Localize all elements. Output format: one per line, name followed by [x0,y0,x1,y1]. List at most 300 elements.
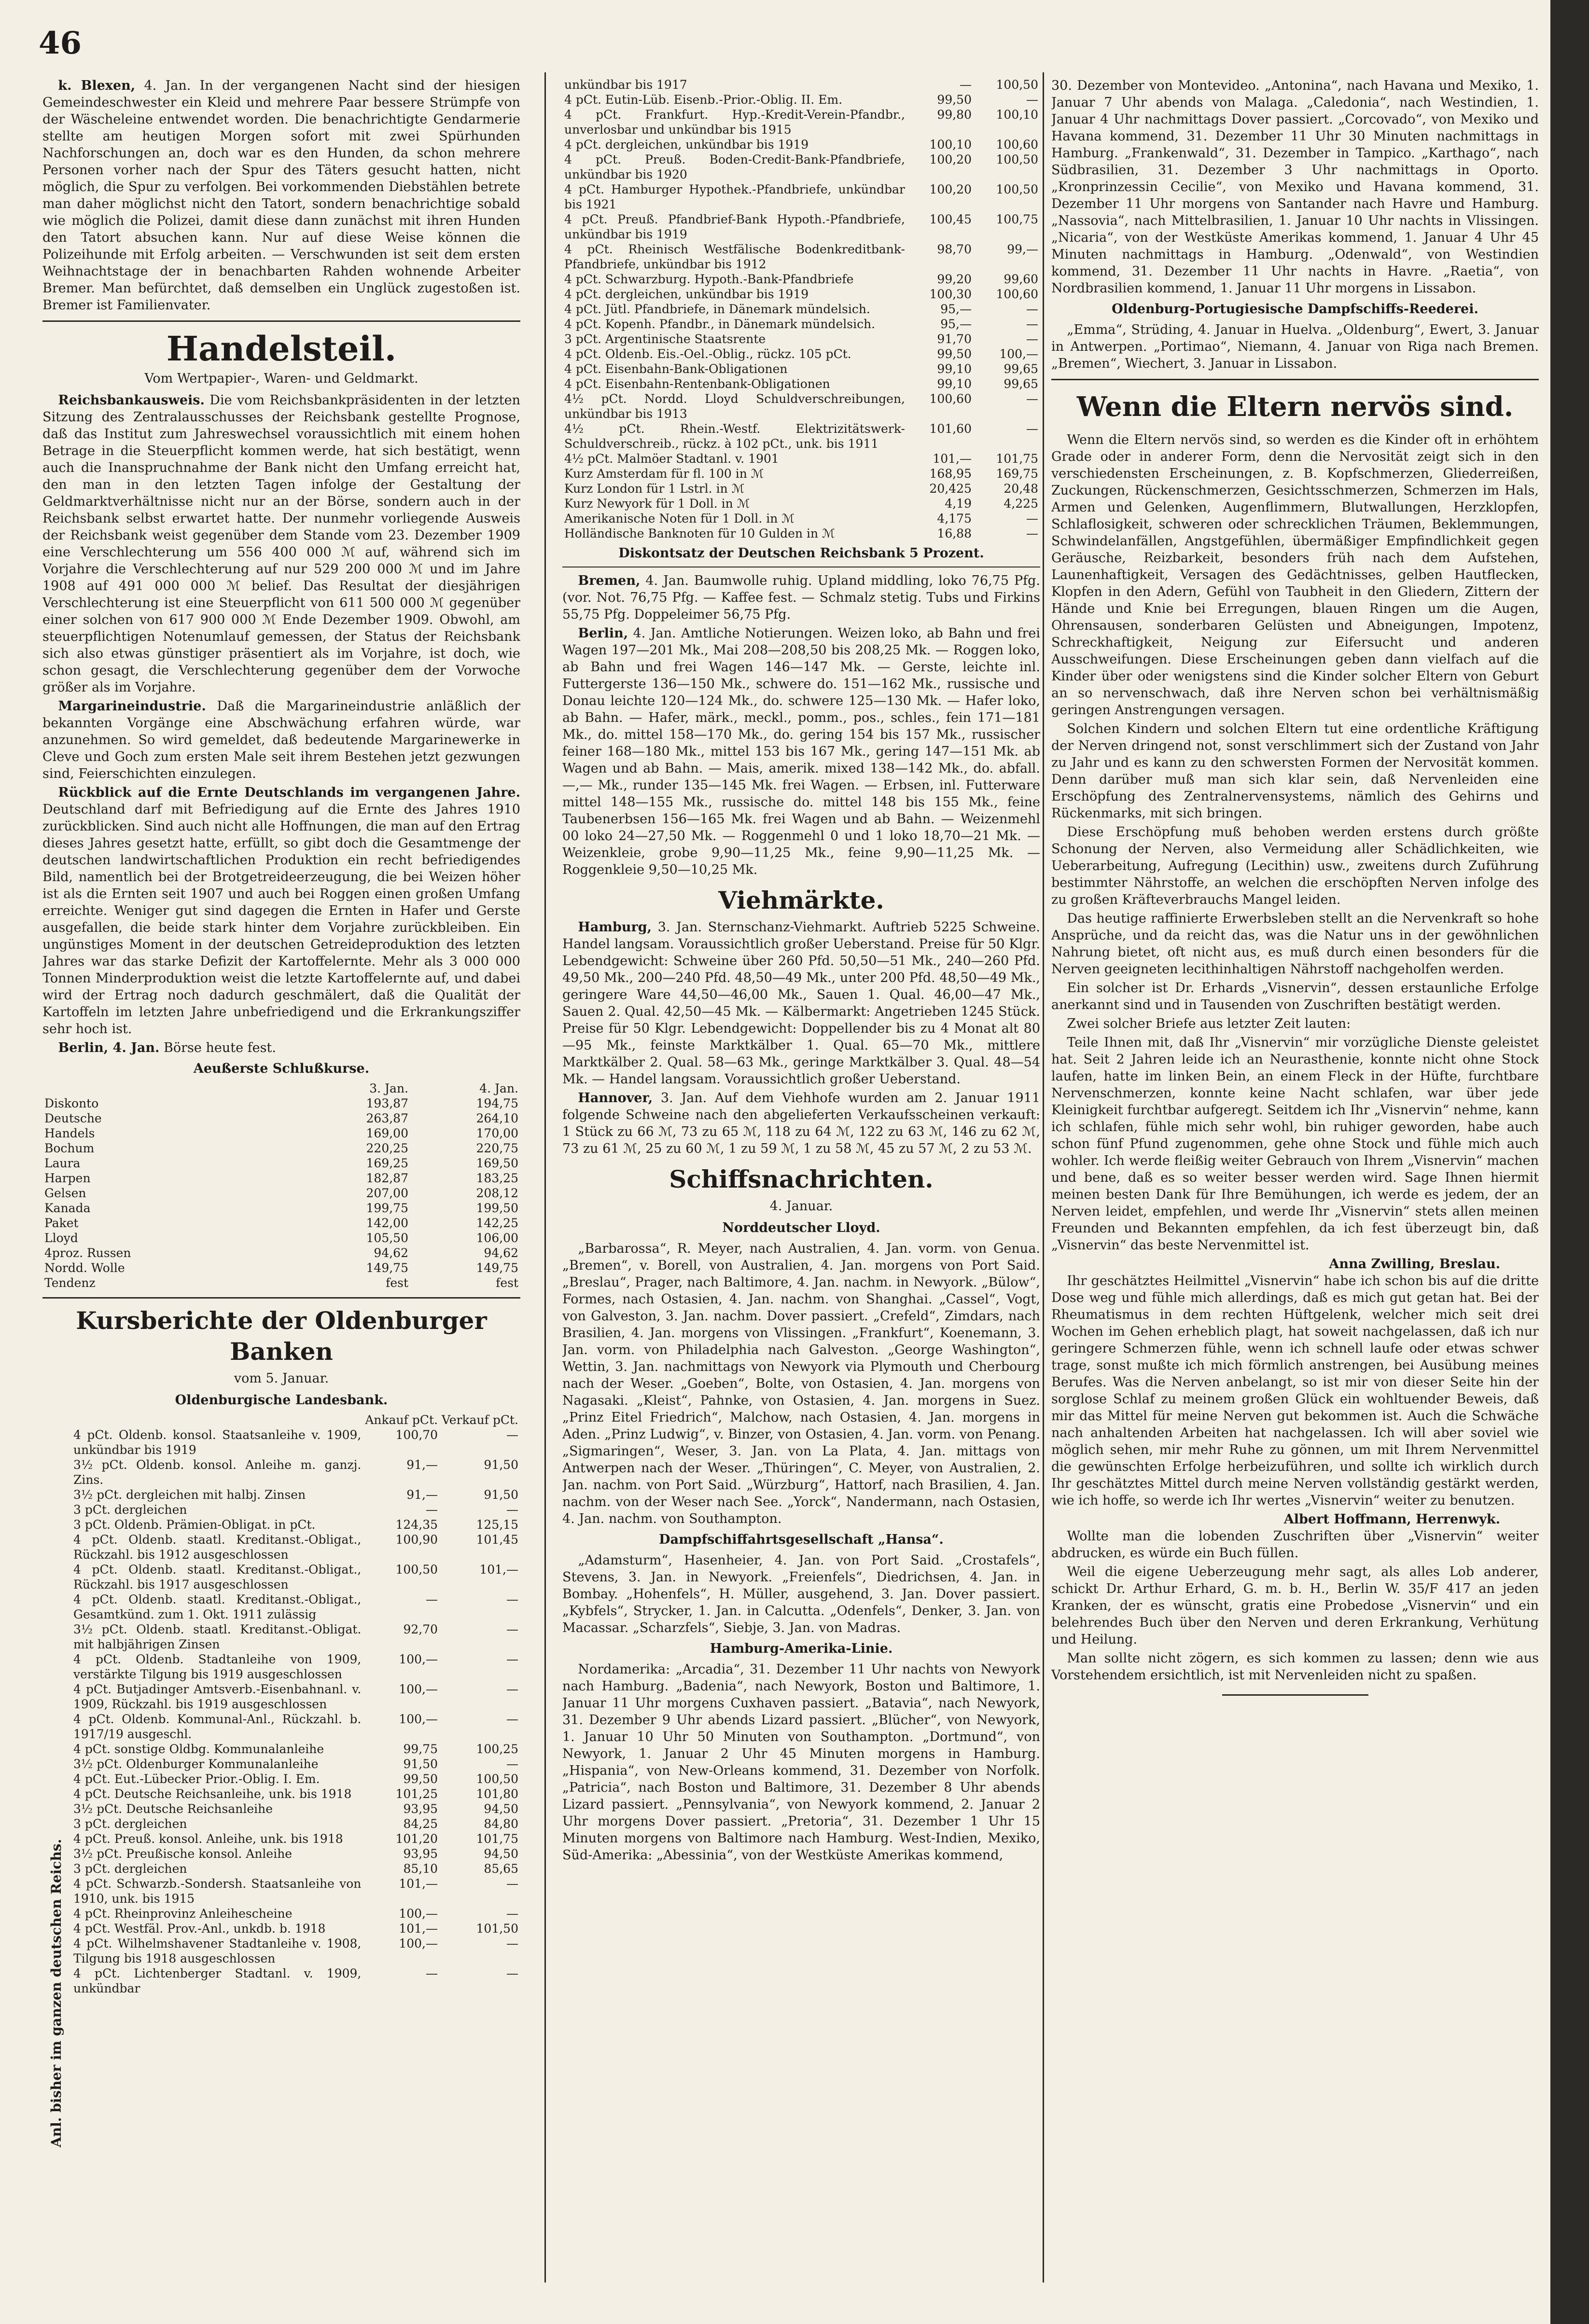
bank-title: Kursberichte der Oldenburger Banken [76,1306,487,1366]
table-row [71,1502,520,1517]
article-lead: Margarineindustrie. [58,699,206,714]
row-value: 193,87 [366,1096,408,1110]
table-row [42,1275,520,1290]
row-label: 4 pCt. Preuß. Boden-Credit-Bank-Pfandbriefe, unkündbar bis 1920 [564,152,905,181]
letter-signature: Albert Hoffmann, Herrenwyk. [1283,1512,1500,1527]
row-value: 182,87 [366,1171,408,1185]
table-row [71,1861,520,1876]
row-label: 3½ pCt. Oldenb. konsol. Anleihe m. ganzj. Zins. [73,1458,362,1487]
row-label: Amerikanische Noten für 1 Doll. in ℳ [564,512,795,526]
table-row [562,451,1040,466]
row-value: 101,45 [476,1533,518,1547]
row-value: 94,62 [484,1246,518,1260]
table-row [562,376,1040,391]
column-header: Verkauf pCt. [442,1413,518,1427]
hapag-text: Nordamerika: „Arcadia“, 31. Dezember 11 Uhr nachts von Newyork nach Hamburg. „Badenia“, nach Newyork, Boston und Baltimore, 1. Januar 11 Uhr morgens Cuxhaven passiert. „Batavia“, nach Newyork, 31. Dezember 9 Uhr abends Lizard passiert. „Blücher“, von Newyork, 1. Januar 10 Uhr 50 Minuten von Southampton. „Dortmund“, von Newyork, 1. Januar 2 Uhr 45 Minuten morgens in Hamburg. „Hispania“, von New-Orleans kommend, 31. Dezember von Norfolk. „Patricia“, nach Boston und Baltimore, 31. Dezember 8 Uhr abends Lizard passiert. „Pennsylvania“, von Newyork kommend, 2. Januar 2 Uhr morgens Dover passiert. „Pretoria“, 31. Dezember 1 Uhr 15 Minuten morgens von Baltimore nach Hamburg. West-Indien, Mexiko, Süd-Amerika: „Abessinia“, von der Westküste Amerikas kommend, [562,1662,1040,1863]
table-row [562,466,1040,481]
table-row [42,1096,520,1111]
row-value: — [426,1503,438,1517]
ad-paragraph: Das heutige raffinierte Erwerbsleben stellt an die Nervenkraft so hohe Ansprüche, und da reicht das, was die Natur uns in der gewöhnlichen Nahrung bietet, oft nicht aus, es muß durch einen besonders für die Nerven geeigneten lecithinhaltigen Nährstoff nachgeholfen werden. [1051,911,1539,977]
row-label: 4 pCt. Rheinprovinz Anleihescheine [73,1907,293,1921]
article-text: Deutschland darf mit Befriedigung auf die Ernte des Jahres 1910 zurückblicken. Sind auch nicht alle Hoffnungen, die man auf den Ertrag dieses Jahres gesetzt hatte, erfüllt, so gibt doch die Gesamtmenge der deutschen landwirtschaftlichen Produktion ein recht befriedigendes Bild, namentlich bei der Brotgetreideerzeugung, die bei Weizen höher ist als die Ernten seit 1907 und auch bei Roggen einen großen Umfang erreichte. Weniger gut sind dagegen die Ernten in Hafer und Gerste ausgefallen, die beide stark hinter dem Vorjahre zurückbleiben. Ein ungünstiges Moment in der deutschen Getreideproduktion des letzten Jahres war das starke Defizit der Kartoffelernte. Mehr als 3 000 000 Tonnen Minderproduktion weist die letzte Kartoffelernte auf, und dabei wird der Ertrag noch dadurch geschmälert, daß die Qualität der Kartoffeln im letzten Jahre unbefriedigend und die Erkrankungsziffer sehr hoch ist. [42,802,520,1037]
row-value: 92,70 [403,1622,438,1636]
row-value: fest [496,1276,518,1290]
article-lead: Hamburg, [578,920,652,935]
row-value: — [506,1682,518,1696]
row-label: 4 pCt. Westfäl. Prov.-Anl., unkdb. b. 1918 [73,1922,326,1936]
row-label: Lloyd [44,1231,78,1245]
row-label: 4 pCt. Lichtenberger Stadtanl. v. 1909, unkündbar [73,1966,362,1995]
row-value: 100,50 [996,152,1038,166]
row-value: 142,25 [476,1216,518,1230]
table-row [71,1771,520,1786]
column-header: 3. Jan. [369,1081,408,1095]
row-value: 100,60 [929,392,972,406]
table-row [42,1141,520,1156]
row-label: Diskonto [44,1096,99,1110]
row-label: Holländische Banknoten für 10 Gulden in ℳ [564,526,835,540]
ad-paragraph: Zwei solcher Briefe aus letzter Zeit lauten: [1067,1016,1351,1031]
article-lead: Rückblick auf die Ernte Deutschlands im vergangenen Jahre. [58,785,520,800]
row-value: 208,12 [476,1186,518,1200]
table-row [42,1126,520,1141]
row-label: 4 pCt. Oldenb. Stadtanleihe von 1909, verstärkte Tilgung bis 1919 ausgeschlossen [73,1652,362,1681]
hapag-heading: Hamburg-Amerika-Linie. [710,1641,893,1656]
table-row [71,1562,520,1592]
table-row [42,1245,520,1260]
row-label: 4 pCt. Butjadinger Amtsverb.-Eisenbahnanl. v. 1909, Rückzahl. bis 1919 ausgeschlossen [73,1682,362,1711]
table-row [71,1831,520,1846]
row-value: 142,00 [366,1216,408,1230]
row-value: — [506,1966,518,1980]
row-value: 94,50 [484,1802,518,1816]
row-label: 4 pCt. Eut.-Lübecker Prior.-Oblig. I. Em. [73,1772,320,1786]
row-value: — [506,1428,518,1442]
article-berlin-ware [562,625,1040,878]
row-value: 100,20 [929,152,972,166]
row-value: 100,70 [395,1428,438,1442]
row-label: Deutsche [44,1111,102,1125]
row-value: 85,65 [484,1862,518,1876]
bank-side-note [45,1674,70,2157]
row-value: — [1026,422,1038,436]
row-label: Kurz Amsterdam für fl. 100 in ℳ [564,467,764,481]
row-value: 4,225 [1004,497,1038,511]
row-label: 4 pCt. Preuß. konsol. Anleihe, unk. bis 1918 [73,1832,343,1846]
row-value: 101,75 [476,1832,518,1846]
row-value: 220,25 [366,1141,408,1155]
row-value: 99,60 [1004,272,1038,286]
row-label: Tendenz [44,1276,96,1290]
row-value: 101,25 [395,1787,438,1801]
article-lead: Reichsbankausweis. [58,393,205,408]
row-value: 100,20 [929,182,972,196]
table-row [71,1801,520,1816]
row-value: 4,19 [945,497,972,511]
column-rule [1043,72,1044,2282]
row-value: 100,50 [996,78,1038,92]
row-label: 4 pCt. Oldenb. konsol. Staatsanleihe v. 1909, unkündbar bis 1919 [73,1428,362,1457]
row-value: fest [386,1276,408,1290]
side-note-text: Anl. bisher im ganzen deutschen Reichs. [48,1839,64,2147]
row-value: 91,— [406,1458,438,1472]
column-header: Ankauf pCt. [365,1413,438,1427]
article-text: 4. Jan. Baumwolle ruhig. Upland middling, loko 76,75 Pfg. (vor. Not. 76,75 Pfg. — Kaffee fest. — Schmalz stetig. Tubs und Firkins 55,75 Pfg. Doppeleimer 56,75 Pfg. [562,573,1040,622]
row-label: 3 pCt. Oldenb. Prämien-Obligat. in pCt. [73,1518,316,1532]
article-bremen [562,572,1040,623]
ad-paragraph: Wenn die Eltern nervös sind, so werden es die Kinder oft in erhöhtem Grade oder in anderer Form, denn die Nervosität zeigt sich in den verschiedensten Erscheinungen, z. B. Kopfschmerzen, Gliederreißen, Zuckungen, Rückenschmerzen, Gesichtsschmerzen, Schmerzen im Hals, Armen und Gelenken, Augenflimmern, Blutwallungen, Herzklopfen, Schlaflosigkeit, schweren oder schrecklichen Träumen, Beklemmungen, Schwindelanfällen, Angstgefühlen, übermäßiger Empfindlichkeit gegen Geräusche, Reizbarkeit, besonders früh nach dem Aufstehen, Launenhaftigkeit, Versagen des Gedächtnisses, gelben Hautflecken, Klopfen in den Adern, Gefühl von Taubheit in den Gliedern, Zittern der Hände und Knie bei Erregungen, blauen Ringen um die Augen, Ohrensausen, sonderbaren Gelüsten und Abneigungen, Impotenz, Schreckhaftigkeit, Neigung zur Eifersucht und anderen Ausschweifungen. Diese Erscheinungen geben dann vielfach auf die Kinder über oder wenigstens sind die Kinder solcher Eltern von Geburt an so nervenschwach, daß ihre Nerven schon bei verhältnismäßig geringen Anstrengungen versagen. [1051,432,1539,718]
row-label: 3 pCt. dergleichen [73,1862,187,1876]
table-row [71,1427,520,1457]
diskont-note: Diskontsatz der Deutschen Reichsbank 5 Prozent. [618,546,984,561]
row-value: 91,50 [484,1458,518,1472]
table-row [562,346,1040,361]
article-text: 4. Jan. Amtliche Notierungen. Weizen loko, ab Bahn und frei Wagen 197—201 Mk., Mai 208—208,50 bis 208,25 Mk. — Roggen loko, ab Bahn und frei Wagen 146—147 Mk. — Gerste, leichte inl. Futtergerste 136—150 Mk., schwere do. 151—162 Mk., russische und Donau leichte 120—124 Mk., do. schwere 125—130 Mk. — Hafer loko, ab Bahn. — Hafer, märk., meckl., pomm., pos., schles., fein 171—181 Mk., do. mittel 158—170 Mk., do. gering 154 bis 157 Mk., russischer feiner 168—180 Mk., mittel 153 bis 167 Mk., gering 147—151 Mk. ab Wagen und ab Bahn. — Mais, amerik. mixed 138—142 Mk., do. abfall. —,— Mk., runder 135—145 Mk. frei Wagen. — Erbsen, inl. Futterware mittel 148—155 Mk., russische do. mittel 148 bis 155 Mk., feine Taubenerbsen 156—165 Mk. frei Wagen und ab Bahn. — Weizenmehl 00 loko 24—27,50 Mk. — Roggenmehl 0 und 1 loko 18,70—21 Mk. — Weizenkleie, grobe 9,90—11,25 Mk., feine 9,90—11,25 Mk. — Roggenkleie 9,50—10,25 Mk. [562,626,1040,877]
article-text: Börse heute fest. [164,1040,276,1055]
row-label: 4 pCt. sonstige Oldbg. Kommunalanleihe [73,1742,324,1756]
hansa-heading: Dampfschiffahrtsgesellschaft „Hansa“. [659,1532,944,1547]
article-lead: Berlin, 4. Jan. [58,1040,160,1055]
article-lead: Hannover, [578,1091,653,1106]
lloyd-heading: Norddeutscher Lloyd. [722,1220,880,1235]
row-value: 99,65 [1004,362,1038,376]
row-value: 101,20 [395,1832,438,1846]
table-row [42,1171,520,1186]
row-value: 84,80 [484,1817,518,1831]
table-row [562,302,1040,317]
table-row [562,212,1040,242]
row-value: 263,87 [366,1111,408,1125]
row-value: 91,50 [403,1757,438,1771]
row-value: 99,— [1007,242,1038,256]
article-hamburg [562,919,1040,1088]
row-label: 3½ pCt. Oldenburger Kommunalanleihe [73,1757,319,1771]
article-berlin-boerse [42,1039,520,1056]
news-blexen [42,77,520,314]
row-value: 149,75 [366,1261,408,1275]
row-label: 4 pCt. Oldenb. Eis.-Oel.-Oblig., rückz. 105 pCt. [564,347,851,361]
table-row [42,1186,520,1201]
row-label: Nordd. Wolle [44,1261,125,1275]
divider [1051,379,1539,380]
table-row [71,1846,520,1861]
ad-title: Wenn die Eltern nervös sind. [1076,391,1514,423]
row-label: 4 pCt. dergleichen, unkündbar bis 1919 [564,138,809,152]
row-value: 220,75 [476,1141,518,1155]
table-row [562,152,1040,182]
table-row [42,1156,520,1171]
row-value: 105,50 [366,1231,408,1245]
row-value: — [1026,526,1038,540]
row-value: 100,— [399,1937,438,1950]
row-value: — [506,1757,518,1771]
row-label: 3½ pCt. dergleichen mit halbj. Zinsen [73,1488,306,1502]
stocks-table [42,1081,520,1290]
row-value: 100,— [399,1712,438,1726]
row-value: 95,— [940,317,972,331]
row-label: Harpen [44,1171,91,1185]
table-row [71,1966,520,1996]
table-row [562,137,1040,152]
table-row [71,1816,520,1831]
article-hannover [562,1090,1040,1157]
section-subtitle: Vom Wertpapier-, Waren- und Geldmarkt. [144,371,418,386]
row-label: 4 pCt. Kopenh. Pfandbr., in Dänemark mündelsich. [564,317,876,331]
table-row [42,1231,520,1245]
row-label: 4 pCt. Frankfurt. Hyp.-Kredit-Verein-Pfandbr., unverlosbar und unkündbar bis 1915 [564,108,905,137]
row-value: — [506,1937,518,1950]
table-row [562,421,1040,451]
row-value: 99,80 [937,108,972,122]
row-value: 101,75 [996,452,1038,466]
row-value: — [1026,512,1038,526]
row-value: 99,50 [403,1772,438,1786]
ad-body [1051,431,1539,1684]
row-label: Handels [44,1126,95,1140]
row-value: 101,— [399,1877,438,1891]
table-row [71,1487,520,1502]
row-value: 207,00 [366,1186,408,1200]
row-value: 169,00 [366,1126,408,1140]
row-value: 199,75 [366,1201,408,1215]
row-value: 168,95 [929,467,972,481]
row-label: 4 pCt. Oldenb. staatl. Kreditanst.-Obligat., Gesamtkünd. zum 1. Okt. 1911 zulässig [73,1592,362,1621]
hansa-text: „Adamsturm“, Hasenheier, 4. Jan. von Port Said. „Crostafels“, Stevens, 3. Jan. in Newyork. „Freienfels“, Diedrichsen, 4. Jan. in Bombay. „Hohenfels“, H. Müller, ausgehend, 3. Jan. Dover passiert. „Kybfels“, Strycker, 1. Jan. in Calcutta. „Odenfels“, Denker, 3. Jan. von Macassar. „Scharzfels“, Siebje, 3. Jan. von Madras. [562,1553,1040,1635]
row-label: 4 pCt. Eutin-Lüb. Eisenb.-Prior.-Oblig. II. Em. [564,93,843,107]
row-label: 4proz. Russen [44,1246,131,1260]
row-value: 85,10 [403,1862,438,1876]
row-value: 100,60 [996,138,1038,152]
row-label: 4½ pCt. Nordd. Lloyd Schuldverschreibungen, unkündbar bis 1913 [564,392,905,421]
row-value: 100,10 [996,108,1038,122]
row-value: 100,90 [395,1533,438,1547]
row-value: 183,25 [476,1171,518,1185]
row-value: — [506,1592,518,1606]
table-row [71,1936,520,1966]
row-label: 4 pCt. dergleichen, unkündbar bis 1919 [564,287,809,301]
row-value: — [1026,332,1038,346]
table-row [71,1682,520,1712]
article-text: Die vom Reichsbankpräsidenten in der letzten Sitzung des Zentralausschusses der Reichsbank gestellte Prognose, daß das Institut zum Jahreswechsel voraussichtlich mit einem hohen Betrage in die Steuerpflicht kommen werde, hat sich bestätigt, wenn auch die Inanspruchnahme der Bank nicht den Umfang erreicht hat, den man in den letzten Tagen infolge der Gestaltung der Geldmarktverhältnisse nicht nur an der Börse, sondern auch in der Reichsbank selbst erwartet hatte. Der nunmehr vorliegende Ausweis der Reichsbank weist gegenüber dem Stande vom 23. Dezember 1909 eine Verschlechterung um 556 400 000 ℳ auf, während sich im Vorjahre die Verschlechterung auf nur 529 200 000 ℳ und im Jahre 1908 auf 491 000 000 ℳ belief. Das Resultat der diesjährigen Verschlechterung ist eine Steuerpflicht von 611 500 000 ℳ gegenüber einer solchen von 617 900 000 ℳ Ende Dezember 1909. Obwohl, am steuerpflichtigen Notenumlauf gemessen, der Status der Reichsbank sich also etwas günstiger präsentiert als im Vorjahre, ist doch, wie schon gesagt, die Verschlechterung gegenüber dem der Vorwoche größer als im Vorjahre. [42,393,520,695]
row-label: 3½ pCt. Oldenb. staatl. Kreditanst.-Obligat. mit halbjährigen Zinsen [73,1622,362,1651]
ad-paragraph: Solchen Kindern und solchen Eltern tut eine ordentliche Kräftigung der Nerven dringend not, sonst verschlimmert sich der Zustand von Jahr zu Jahr und es kann zu den schwersten Formen der Nervosität kommen. Denn darüber muß man sich klar sein, daß Nervenleiden eine Erschöpfung des Zentralnervensystems, nämlich des Gehirns und Rückenmarks, mit sich bringen. [1051,721,1539,821]
row-value: 94,50 [484,1847,518,1861]
ad-paragraph: Man sollte nicht zögern, es sich kommen zu lassen; denn wie aus Vorstehendem ersichtlich, ist mit Nervenleiden nicht zu spaßen. [1051,1651,1539,1683]
row-value: 16,88 [937,526,972,540]
table-row [562,391,1040,421]
row-value: 99,50 [937,347,972,361]
row-value: 100,10 [929,138,972,152]
row-value: 99,10 [937,377,972,391]
row-label: Bochum [44,1141,95,1155]
table-row [71,1652,520,1682]
ad-paragraph: Diese Erschöpfung muß behoben werden erstens durch größte Schonung der Nerven, also Vermeidung aller Schädlichkeiten, wie Ueberarbeitung, Aufregung (Lecithin) usw., zweitens durch Zuführung bestimmter Nährstoffe, an welchen die erschöpften Nerven infolge des zu großen Kräfteverbrauchs Mangel leiden. [1051,825,1539,907]
table-row [562,92,1040,107]
row-value: 101,80 [476,1787,518,1801]
table-row [562,481,1040,496]
row-value: 101,— [399,1922,438,1936]
table-row [562,287,1040,302]
end-rule [1222,1694,1368,1696]
row-value: 106,00 [476,1231,518,1245]
column-3 [1051,77,1539,2278]
row-label: 4 pCt. Eisenbahn-Bank-Obligationen [564,362,788,376]
row-value: 101,— [933,452,972,466]
row-label: 3 pCt. dergleichen [73,1817,187,1831]
table-row [71,1786,520,1801]
table-row [562,526,1040,541]
row-value: 99,10 [937,362,972,376]
divider [42,320,520,322]
row-value: — [506,1503,518,1517]
row-value: 100,75 [996,212,1038,226]
row-value: 125,15 [476,1518,518,1532]
row-value: 100,50 [395,1563,438,1577]
row-label: 4 pCt. Schwarzburg. Hypoth.-Bank-Pfandbriefe [564,272,854,286]
column-2 [562,77,1040,2278]
table-row [562,242,1040,272]
row-value: 93,95 [403,1847,438,1861]
row-value: — [1026,93,1038,107]
row-label: 4 pCt. Rheinisch Westfälische Bodenkreditbank-Pfandbriefe, unkündbar bis 1912 [564,242,905,271]
row-value: 20,425 [929,482,972,496]
row-value: — [1026,392,1038,406]
table-row [71,1921,520,1936]
row-value: 169,50 [476,1156,518,1170]
row-value: — [1026,317,1038,331]
row-value: 100,45 [929,212,972,226]
table-row [71,1712,520,1742]
section-title-vieh: Viehmärkte. [718,886,884,914]
row-label: unkündbar bis 1917 [564,78,687,92]
bank-date: vom 5. Januar. [234,1371,329,1386]
row-value: 91,70 [937,332,972,346]
row-value: 149,75 [476,1261,518,1275]
table-row [562,361,1040,376]
article-reichsbank [42,392,520,696]
row-label: 3½ pCt. Preußische konsol. Anleihe [73,1847,293,1861]
row-value: 100,— [399,1907,438,1921]
table-row [562,511,1040,526]
table-row [71,1742,520,1757]
row-value: 99,20 [937,272,972,286]
column-rule [544,72,546,2282]
row-value: — [506,1712,518,1726]
row-value: 91,— [406,1488,438,1502]
table-row [42,1260,520,1275]
row-label: 4 pCt. Preuß. Pfandbrief-Bank Hypoth.-Pfandbriefe, unkündbar bis 1919 [564,212,905,241]
row-value: 100,— [399,1682,438,1696]
row-value: — [426,1966,438,1980]
row-value: — [506,1877,518,1891]
lloyd-text: „Barbarossa“, R. Meyer, nach Australien, 4. Jan. vorm. von Genua. „Bremen“, v. Borell, von Australien, 4. Jan. morgens von Port Said. „Breslau“, Prager, nach Baltimore, 4. Jan. nachm. in Newyork. „Bülow“, Formes, nach Ostasien, 4. Jan. nachm. von Shanghai. „Cassel“, Vogt, von Galveston, 3. Jan. nachm. Dover passiert. „Crefeld“, Zimdars, nach Brasilien, 4. Jan. morgens von Vlissingen. „Frankfurt“, Koenemann, 3. Jan. vorm. von Philadelphia nach Galveston. „George Washington“, Wettin, 3. Jan. nachmittags von Newyork via Plymouth und Cherbourg nach der Weser. „Goeben“, Bolte, von Ostasien, 4. Jan. morgens von Nagasaki. „Kleist“, Pahnke, von Ostasien, 4. Jan. morgens in Suez. „Prinz Eitel Friedrich“, Malchow, nach Ostasien, 4. Jan. morgens in Aden. „Prinz Ludwig“, v. Binzer, von Ostasien, 4. Jan. vorm. von Penang. „Sigmaringen“, Weser, 3. Jan. von La Plata, 4. Jan. mittags von Antwerpen nach der Weser. „Thüringen“, C. Meyer, von Australien, 2. Jan. nachm. von Port Said. „Würzburg“, Hattorf, nach Brasilien, 4. Jan. nachm. von der Weser nach See. „Yorck“, Nandermann, nach Ostasien, 4. Jan. nachm. von Southampton. [562,1241,1040,1526]
schiff-date: 4. Januar. [769,1199,833,1214]
page-edge-shadow [1550,0,1589,2324]
row-value: 101,50 [476,1922,518,1936]
row-label: 4 pCt. Schwarzb.-Sondersh. Staatsanleihe von 1910, unk. bis 1915 [73,1877,362,1906]
table-row [42,1216,520,1231]
ships-continued: 30. Dezember von Montevideo. „Antonina“, nach Havana und Mexiko, 1. Januar 7 Uhr abends von Malaga. „Caledonia“, nach Westindien, 1. Januar 4 Uhr nachmittags Dover passiert. „Corcovado“, von Mexiko und Havana kommend, 31. Dezember 11 Uhr 30 Minuten nachmittags in Hamburg. „Frankenwald“, 31. Dezember in Tampico. „Karthago“, nach Südbrasilien, 31. Dezember 3 Uhr nachmittags in Oporto. „Kronprinzessin Cecilie“, von Mexiko und Havana kommend, 31. Dezember 11 Uhr morgens von Santander nach Havre und Hamburg. „Nassovia“, nach Mittelbrasilien, 1. Januar 10 Uhr nachts in Vlissingen. „Nicaria“, von der Westküste Amerikas kommend, 1. Januar 4 Uhr 45 Minuten nachmittags in Hamburg. „Odenwald“, von Westindien kommend, 31. Dezember 11 Uhr nachts in Havre. „Raetia“, von Nordbrasilien kommend, 1. Januar 11 Uhr morgens in Lissabon. [1051,78,1539,296]
bank-table-continued [562,77,1040,541]
table-row [71,1532,520,1562]
oldbg-text: „Emma“, Strüding, 4. Januar in Huelva. „Oldenburg“, Ewert, 3. Januar in Antwerpen. „Portimao“, Niemann, 4. Januar von Riga nach Bremen. „Bremen“, Wiechert, 3. Januar in Lissabon. [1051,322,1539,371]
page-number: 46 [39,25,82,61]
row-label: 4½ pCt. Rhein.-Westf. Elektrizitätswerk-Schuldverschreib., rückz. à 102 pCt., unk. bis 1911 [564,422,905,451]
row-value: 20,48 [1004,482,1038,496]
row-label: 4 pCt. Oldenb. staatl. Kreditanst.-Obligat., Rückzahl. bis 1917 ausgeschlossen [73,1563,362,1591]
row-label: 4 pCt. Oldenb. staatl. Kreditanst.-Obligat., Rückzahl. bis 1912 ausgeschlossen [73,1533,362,1562]
row-value: 99,50 [937,93,972,107]
row-value: 99,65 [1004,377,1038,391]
article-text: 4. Jan. In der vergangenen Nacht sind der hiesigen Gemeindeschwester ein Kleid und mehrere Paar bessere Strümpfe von der Wäscheleine entwendet worden. Die benachrichtigte Gendarmerie stellte am heutigen Morgen sofort mit zwei Spürhunden Nachforschungen an, doch war es den Hunden, da schon mehrere Personen vorher nach der Spur des Täters gesucht hatten, nicht möglich, die Spur zu verfolgen. Bei vorkommenden Diebstählen betrete man daher möglichst nicht den Tatort, sondern benachrichtige sobald wie möglich die Polizei, damit diese dann zunächst mit ihren Hunden den Tatort absuchen kann. Nur auf diese Weise können die Polizeihunde mit Erfolg arbeiten. — Verschwunden ist seit dem ersten Weihnachtstage der in benachbarten Rahden wohnende Arbeiter Bremer. Man befürchtet, daß demselben ein Unglück zugestoßen ist. Bremer ist Familienvater. [42,78,520,313]
row-label: 4 pCt. Eisenbahn-Rentenbank-Obligationen [564,377,830,391]
row-value: 101,60 [929,422,972,436]
row-value: 98,70 [937,242,972,256]
row-label: 4 pCt. Oldenb. Kommunal-Anl., Rückzahl. b. 1917/19 ausgeschl. [73,1712,362,1741]
row-value: 99,75 [403,1742,438,1756]
row-label: Laura [44,1156,81,1170]
table-row [562,496,1040,511]
row-value: — [506,1652,518,1666]
article-text: Daß die Margarineindustrie anläßlich der bekannten Vorgänge eine Abschwächung erfahren würde, war anzunehmen. So wird gemeldet, daß bedeutende Margarinewerke in Cleve und Goch zum ersten Male seit ihrem Bestehen jetzt gezwungen sind, Feierschichten einzulegen. [42,699,520,781]
row-label: 4 pCt. Wilhelmshavener Stadtanleihe v. 1908, Tilgung bis 1918 ausgeschlossen [73,1937,362,1965]
row-label: 4 pCt. Hamburger Hypothek.-Pfandbriefe, unkündbar bis 1921 [564,182,905,211]
ad-paragraph: Ein solcher ist Dr. Erhards „Visnervin“, dessen erstaunliche Erfolge anerkannt sind und in Tausenden von Zuschriften bestätigt werden. [1051,981,1539,1012]
bank-table [71,1412,520,1996]
row-label: Kanada [44,1201,91,1215]
row-value: 100,50 [996,182,1038,196]
article-text: 3. Jan. Sternschanz-Viehmarkt. Auftrieb 5225 Schweine. Handel langsam. Voraussichtlich großer Ueberstand. Preise für 50 Klgr. Lebendgewicht: Schweine über 260 Pfd. 50,50—51 Mk., 240—260 Pfd. 49,50 Mk., 200—240 Pfd. 48,50—49 Mk., unter 200 Pfd. 48,50—49 Mk., geringere Ware 44,50—46,00 Mk., Sauen 1. Qual. 46,00—47 Mk., Sauen 2. Qual. 42,50—45 Mk. — Kälbermarkt: Angetrieben 1245 Stück. Preise für 50 Klgr. Lebendgewicht: Doppellender bis zu 4 Monat alt 80—95 Mk., feinste Marktkälber 1. Qual. 65—70 Mk., mittlere Marktkälber 2. Qual. 58—63 Mk., geringe Marktkälber 3. Qual. 48—54 Mk. — Handel langsam. Voraussichtlich großer Ueberstand. [562,920,1040,1087]
article-margarine [42,698,520,782]
table-row [562,332,1040,346]
row-value: 4,175 [937,512,972,526]
row-label: 3 pCt. Argentinische Staatsrente [564,332,766,346]
row-value: 169,75 [996,467,1038,481]
table-header [71,1412,520,1427]
article-lead: k. Blexen, [58,78,136,93]
row-value: 84,25 [403,1817,438,1831]
row-value: — [960,78,972,92]
table-row [42,1111,520,1126]
row-value: 100,30 [929,287,972,301]
table-row [71,1517,520,1532]
row-value: 91,50 [484,1488,518,1502]
ad-paragraph: Weil die eigene Ueberzeugung mehr sagt, als alles Lob anderer, schickt Dr. Arthur Erhard, G. m. b. H., Berlin W. 35/F 417 an jeden Kranken, der es wünscht, gratis eine Probedose „Visnervin“ und ein belehrendes Buch über den Nerven und deren Erkrankung, Verhütung und Heilung. [1051,1564,1539,1647]
row-value: 199,50 [476,1201,518,1215]
letter-signature: Anna Zwilling, Breslau. [1329,1257,1500,1272]
table-row [71,1876,520,1906]
table-row [562,182,1040,212]
row-value: 194,75 [476,1096,518,1110]
row-label: Paket [44,1216,79,1230]
row-value: — [426,1592,438,1606]
row-label: 4 pCt. Jütl. Pfandbriefe, in Dänemark mündelsich. [564,302,870,316]
row-value: 101,— [479,1563,518,1577]
row-value: 169,25 [366,1156,408,1170]
row-label: Kurz Newyork für 1 Doll. in ℳ [564,497,750,511]
row-value: 100,50 [476,1772,518,1786]
table-row [71,1457,520,1487]
row-value: 100,— [399,1652,438,1666]
row-label: 4 pCt. Deutsche Reichsanleihe, unk. bis 1918 [73,1787,352,1801]
row-label: Kurz London für 1 Lstrl. in ℳ [564,482,745,496]
oldbg-heading: Oldenburg-Portugiesische Dampfschiffs-Reederei. [1112,302,1478,317]
row-value: — [506,1622,518,1636]
table-row [562,107,1040,137]
table-row [71,1622,520,1652]
row-value: 124,35 [395,1518,438,1532]
row-label: 3 pCt. dergleichen [73,1503,187,1517]
